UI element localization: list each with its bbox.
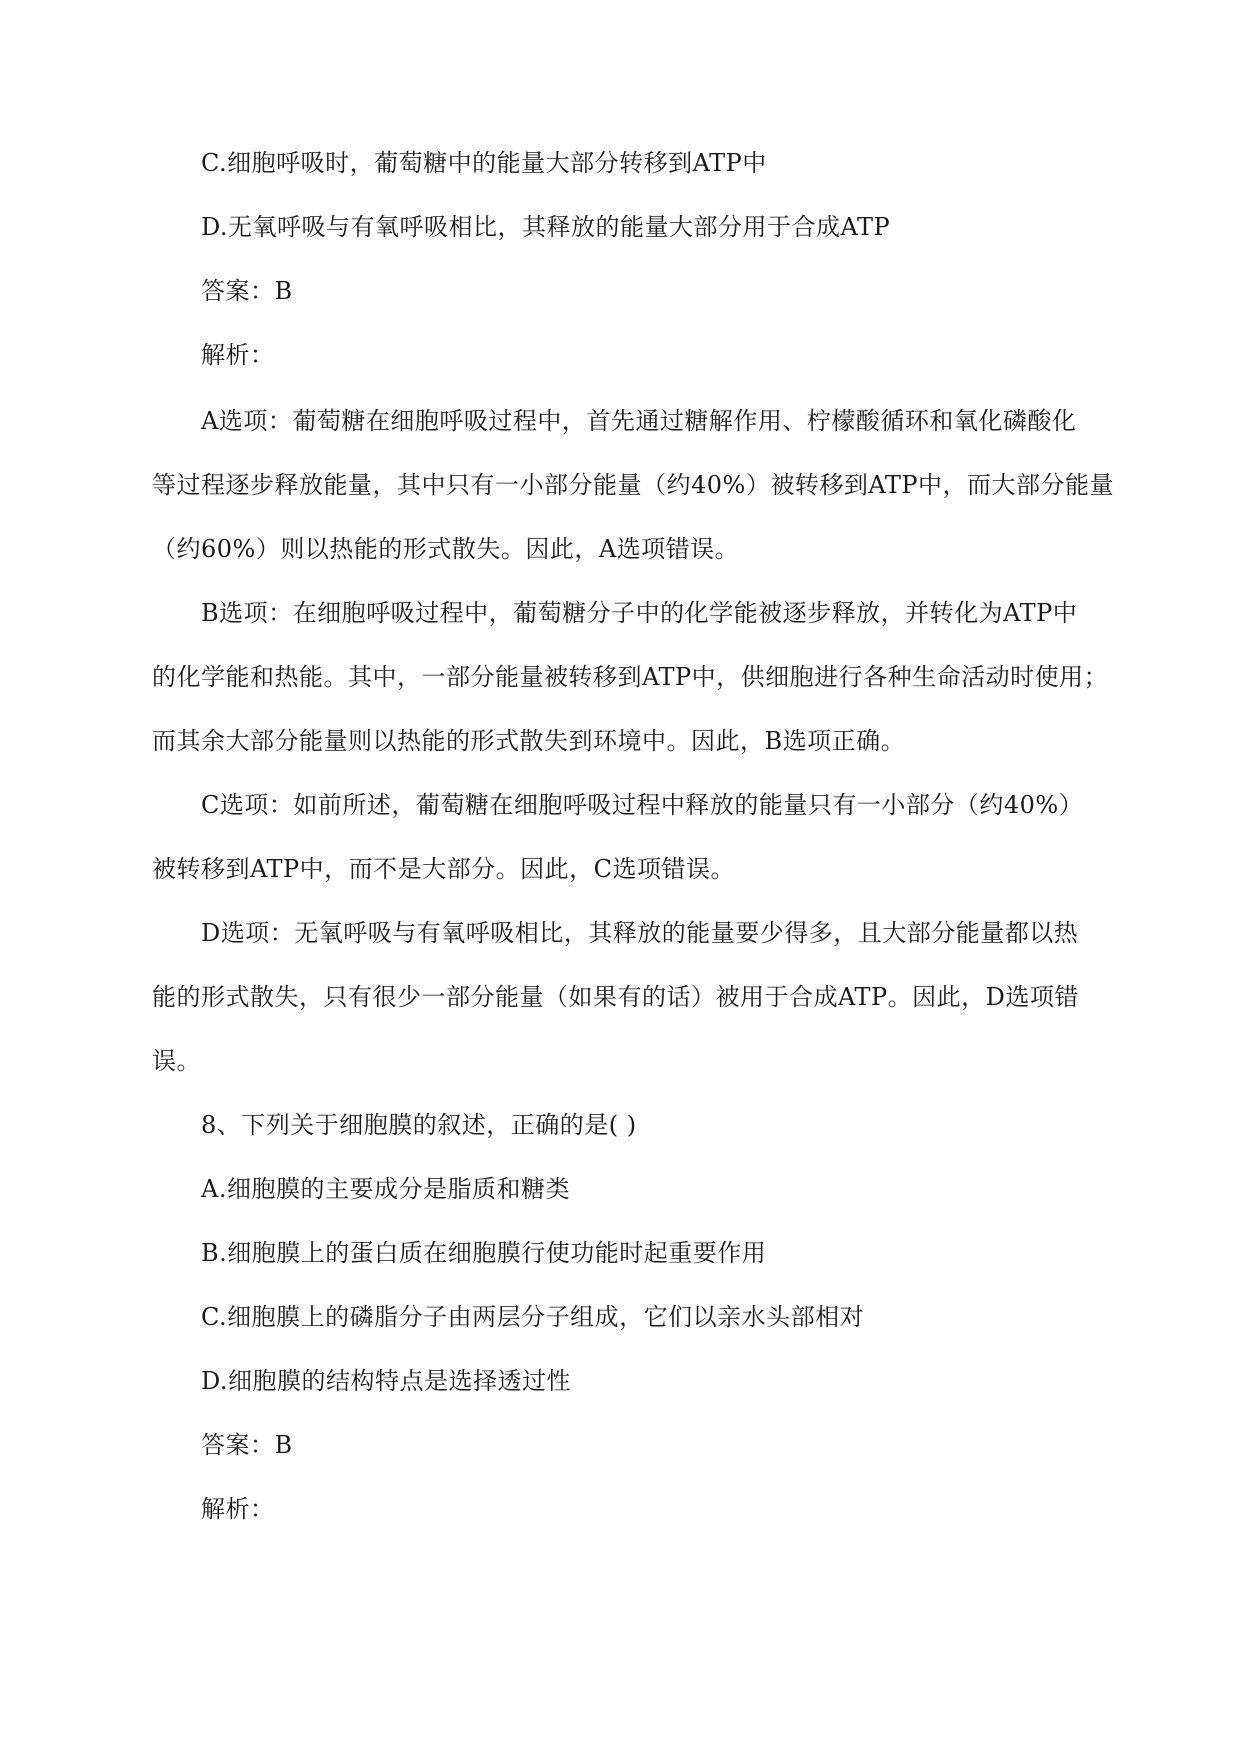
q7-option-d: D.无氧呼吸与有氧呼吸相比，其释放的能量大部分用于合成ATP <box>201 213 891 241</box>
q8-question: 8、下列关于细胞膜的叙述，正确的是( ) <box>201 1111 637 1139</box>
q7-option-c: C.细胞呼吸时，葡萄糖中的能量大部分转移到ATP中 <box>201 149 767 177</box>
q7-answer: 答案：B <box>201 277 293 305</box>
q7-analysis-c-line1: C选项：如前所述，葡萄糖在细胞呼吸过程中释放的能量只有一小部分（约40%） <box>201 791 1084 819</box>
q7-analysis-d-line3: 误。 <box>152 1047 201 1075</box>
q8-option-b: B.细胞膜上的蛋白质在细胞膜行使功能时起重要作用 <box>201 1239 767 1267</box>
q7-analysis-b-line3: 而其余大部分能量则以热能的形式散失到环境中。因此，B选项正确。 <box>152 727 906 755</box>
q7-analysis-d-line1: D选项：无氧呼吸与有氧呼吸相比，其释放的能量要少得多，且大部分能量都以热 <box>201 919 1079 947</box>
q7-analysis-a-line1: A选项：葡萄糖在细胞呼吸过程中，首先通过糖解作用、柠檬酸循环和氧化磷酸化 <box>201 407 1077 435</box>
q8-answer: 答案：B <box>201 1431 293 1459</box>
q7-analysis-b-line2: 的化学能和热能。其中，一部分能量被转移到ATP中，供细胞进行各种生命活动时使用； <box>152 663 1109 691</box>
q7-analysis-d-line2: 能的形式散失，只有很少一部分能量（如果有的话）被用于合成ATP。因此，D选项错 <box>152 983 1079 1011</box>
q7-analysis-a-line3: （约60%）则以热能的形式散失。因此，A选项错误。 <box>152 535 740 563</box>
q7-analysis-a-line2: 等过程逐步释放能量，其中只有一小部分能量（约40%）被转移到ATP中，而大部分能量 <box>152 471 1115 499</box>
q7-analysis-c-line2: 被转移到ATP中，而不是大部分。因此，C选项错误。 <box>152 855 736 883</box>
q8-option-c: C.细胞膜上的磷脂分子由两层分子组成，它们以亲水头部相对 <box>201 1303 865 1331</box>
q8-option-a: A.细胞膜的主要成分是脂质和糖类 <box>201 1175 570 1203</box>
q7-analysis-b-line1: B选项：在细胞呼吸过程中，葡萄糖分子中的化学能被逐步释放，并转化为ATP中 <box>201 599 1078 627</box>
q8-option-d: D.细胞膜的结构特点是选择透过性 <box>201 1367 572 1395</box>
q7-analysis-heading: 解析： <box>201 341 275 369</box>
q8-analysis-heading: 解析： <box>201 1495 275 1523</box>
